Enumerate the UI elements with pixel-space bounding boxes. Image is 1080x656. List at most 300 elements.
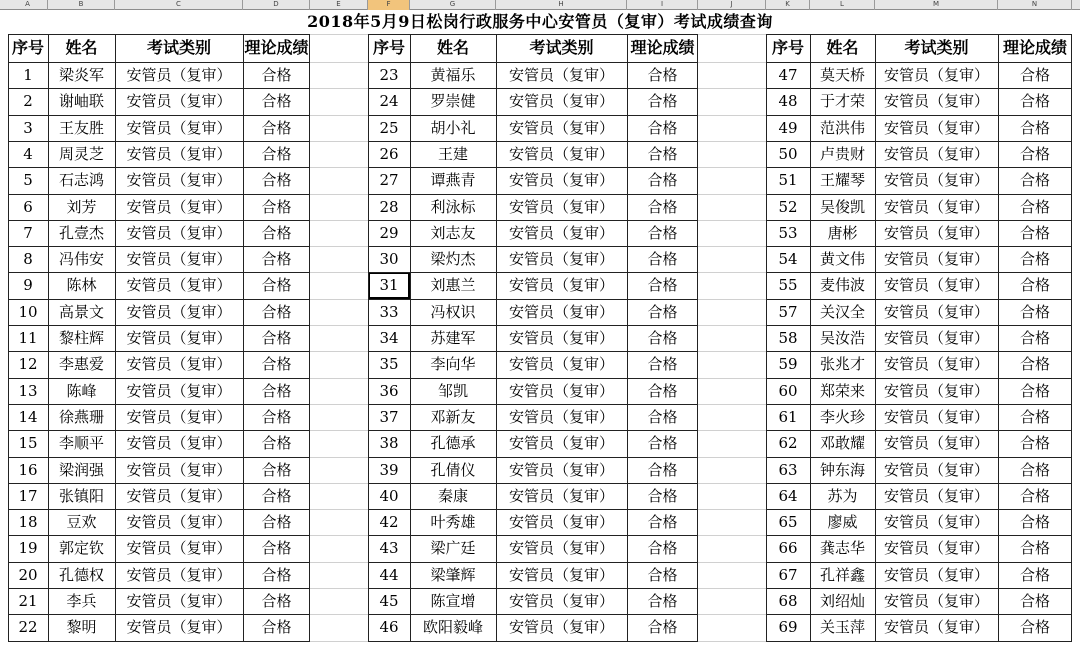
- table-border: [368, 483, 698, 484]
- cell-category[interactable]: 安管员（复审）: [508, 250, 614, 269]
- cell-name[interactable]: 范洪伟: [819, 118, 865, 137]
- sheet-title: 2018年5月9日松岗行政服务中心安管员（复审）考试成绩查询: [307, 12, 773, 31]
- cell-score[interactable]: 合格: [647, 92, 678, 111]
- column-letter-c[interactable]: C: [115, 0, 243, 10]
- cell-seq[interactable]: 47: [778, 66, 798, 84]
- cell-name[interactable]: 梁肇辉: [430, 565, 476, 584]
- cell-seq[interactable]: 15: [18, 434, 38, 453]
- cell-score[interactable]: 合格: [1019, 513, 1050, 532]
- column-letter-f[interactable]: F: [368, 0, 410, 10]
- cell-score[interactable]: 合格: [647, 381, 678, 400]
- cell-name[interactable]: 秦康: [437, 486, 468, 505]
- cell-category[interactable]: 安管员（复审）: [883, 250, 989, 269]
- cell-score[interactable]: 合格: [647, 144, 678, 163]
- cell-seq[interactable]: 45: [379, 592, 399, 610]
- cell-category[interactable]: 安管员（复审）: [508, 592, 614, 610]
- cell-seq[interactable]: 19: [18, 539, 38, 558]
- cell-category[interactable]: 安管员（复审）: [883, 223, 989, 242]
- column-letter-l[interactable]: L: [810, 0, 875, 10]
- cell-category[interactable]: 安管员（复审）: [508, 618, 614, 637]
- cell-score[interactable]: 合格: [647, 539, 678, 558]
- cell-score[interactable]: 合格: [1019, 381, 1050, 400]
- column-letter-m[interactable]: M: [875, 0, 998, 10]
- cell-category[interactable]: 安管员（复审）: [883, 618, 989, 637]
- cell-seq[interactable]: 36: [379, 381, 399, 400]
- cell-seq[interactable]: 51: [778, 171, 798, 190]
- cell-seq[interactable]: 1: [23, 66, 33, 84]
- cell-score[interactable]: 合格: [1019, 276, 1050, 295]
- cell-seq[interactable]: 62: [778, 434, 798, 453]
- cell-seq[interactable]: 3: [23, 118, 33, 137]
- cell-score[interactable]: 合格: [261, 355, 292, 374]
- cell-score[interactable]: 合格: [1019, 460, 1050, 479]
- cell-score[interactable]: 合格: [1019, 355, 1050, 374]
- cell-score[interactable]: 合格: [1019, 434, 1050, 453]
- cell-category[interactable]: 安管员（复审）: [883, 539, 989, 558]
- cell-seq[interactable]: 8: [23, 250, 33, 269]
- cell-seq[interactable]: 37: [379, 407, 399, 426]
- cell-category[interactable]: 安管员（复审）: [126, 197, 232, 216]
- gridline: [310, 272, 368, 273]
- cell-seq[interactable]: 21: [18, 592, 38, 610]
- cell-score[interactable]: 合格: [1019, 592, 1050, 610]
- cell-category[interactable]: 安管员（复审）: [883, 592, 989, 610]
- table-border: [697, 34, 698, 641]
- cell-score[interactable]: 合格: [647, 460, 678, 479]
- cell-score[interactable]: 合格: [261, 513, 292, 532]
- cell-score[interactable]: 合格: [261, 329, 292, 347]
- column-letter-j[interactable]: J: [698, 0, 766, 10]
- cell-score[interactable]: 合格: [1019, 197, 1050, 216]
- cell-score[interactable]: 合格: [1019, 302, 1050, 321]
- cell-seq[interactable]: 65: [778, 513, 798, 532]
- cell-name[interactable]: 吴俊凯: [819, 197, 865, 216]
- cell-category[interactable]: 安管员（复审）: [508, 302, 614, 321]
- cell-category[interactable]: 安管员（复审）: [508, 434, 614, 453]
- table-border: [368, 88, 698, 89]
- cell-name[interactable]: 李惠爱: [58, 355, 104, 374]
- cell-score[interactable]: 合格: [1019, 223, 1050, 242]
- cell-category[interactable]: 安管员（复审）: [126, 513, 232, 532]
- cell-name[interactable]: 梁润强: [58, 460, 104, 479]
- cell-name[interactable]: 苏为: [827, 486, 858, 505]
- cell-seq[interactable]: 50: [778, 144, 798, 163]
- cell-seq[interactable]: 20: [18, 565, 38, 584]
- cell-category[interactable]: 安管员（复审）: [126, 171, 232, 190]
- cell-seq[interactable]: 5: [23, 171, 33, 190]
- cell-score[interactable]: 合格: [261, 460, 292, 479]
- cell-name[interactable]: 李向华: [430, 355, 476, 374]
- cell-name[interactable]: 陈峰: [66, 381, 97, 400]
- cell-category[interactable]: 安管员（复审）: [883, 486, 989, 505]
- gridline: [698, 141, 766, 142]
- table-border: [368, 220, 698, 221]
- cell-category[interactable]: 安管员（复审）: [883, 171, 989, 190]
- cell-name[interactable]: 梁炎军: [58, 66, 104, 84]
- cell-score[interactable]: 合格: [647, 197, 678, 216]
- cell-seq[interactable]: 67: [778, 565, 798, 584]
- cell-name[interactable]: 张镇阳: [58, 486, 104, 505]
- cell-category[interactable]: 安管员（复审）: [126, 276, 232, 295]
- cell-score[interactable]: 合格: [261, 618, 292, 637]
- cell-category[interactable]: 安管员（复审）: [126, 565, 232, 584]
- cell-seq[interactable]: 35: [379, 355, 399, 374]
- cell-seq[interactable]: 31: [368, 272, 410, 298]
- column-letter-n[interactable]: N: [998, 0, 1072, 10]
- column-letter-h[interactable]: H: [496, 0, 627, 10]
- cell-score[interactable]: 合格: [647, 302, 678, 321]
- cell-name[interactable]: 廖威: [827, 513, 858, 532]
- cell-name[interactable]: 利泳标: [430, 197, 476, 216]
- gridline: [698, 404, 766, 405]
- cell-score[interactable]: 合格: [647, 171, 678, 190]
- cell-name[interactable]: 李兵: [66, 592, 97, 610]
- cell-category[interactable]: 安管员（复审）: [883, 92, 989, 111]
- cell-score[interactable]: 合格: [261, 434, 292, 453]
- cell-seq[interactable]: 13: [18, 381, 38, 400]
- cell-seq[interactable]: 24: [379, 92, 399, 111]
- column-letter-b[interactable]: B: [48, 0, 115, 10]
- cell-category[interactable]: 安管员（复审）: [508, 197, 614, 216]
- cell-name[interactable]: 徐燕珊: [58, 407, 104, 426]
- cell-category[interactable]: 安管员（复审）: [126, 355, 232, 374]
- cell-seq[interactable]: 48: [778, 92, 798, 111]
- cell-category[interactable]: 安管员（复审）: [508, 539, 614, 558]
- cell-category[interactable]: 安管员（复审）: [126, 144, 232, 163]
- cell-category[interactable]: 安管员（复审）: [883, 118, 989, 137]
- cell-score[interactable]: 合格: [1019, 539, 1050, 558]
- cell-name[interactable]: 郑荣来: [819, 381, 865, 400]
- cell-seq[interactable]: 68: [778, 592, 798, 610]
- cell-category[interactable]: 安管员（复审）: [508, 171, 614, 190]
- cell-category[interactable]: 安管员（复审）: [508, 355, 614, 374]
- cell-seq[interactable]: 53: [778, 223, 798, 242]
- cell-score[interactable]: 合格: [1019, 250, 1050, 269]
- cell-seq[interactable]: 6: [23, 197, 33, 216]
- cell-seq[interactable]: 58: [778, 329, 798, 347]
- cell-category[interactable]: 安管员（复审）: [126, 434, 232, 453]
- cell-name[interactable]: 关玉萍: [819, 618, 865, 637]
- cell-name[interactable]: 钟东海: [819, 460, 865, 479]
- gridline: [698, 194, 766, 195]
- cell-name[interactable]: 欧阳毅峰: [422, 618, 483, 637]
- cell-category[interactable]: 安管员（复审）: [508, 565, 614, 584]
- cell-score[interactable]: 合格: [647, 355, 678, 374]
- cell-name[interactable]: 黄文伟: [819, 250, 865, 269]
- column-letter-k[interactable]: K: [766, 0, 810, 10]
- cell-seq[interactable]: 39: [379, 460, 399, 479]
- cell-name[interactable]: 邓新友: [430, 407, 476, 426]
- cell-category[interactable]: 安管员（复审）: [883, 381, 989, 400]
- cell-score[interactable]: 合格: [261, 565, 292, 584]
- cell-score[interactable]: 合格: [1019, 171, 1050, 190]
- cell-score[interactable]: 合格: [647, 118, 678, 137]
- cell-score[interactable]: 合格: [261, 381, 292, 400]
- cell-category[interactable]: 安管员（复审）: [126, 66, 232, 84]
- cell-score[interactable]: 合格: [647, 434, 678, 453]
- cell-category[interactable]: 安管员（复审）: [126, 539, 232, 558]
- cell-score[interactable]: 合格: [261, 486, 292, 505]
- cell-name[interactable]: 王建: [437, 144, 468, 163]
- cell-name[interactable]: 张兆才: [819, 355, 865, 374]
- cell-score[interactable]: 合格: [261, 407, 292, 426]
- cell-category[interactable]: 安管员（复审）: [126, 92, 232, 111]
- cell-score[interactable]: 合格: [647, 407, 678, 426]
- cell-category[interactable]: 安管员（复审）: [508, 381, 614, 400]
- cell-score[interactable]: 合格: [1019, 618, 1050, 637]
- cell-category[interactable]: 安管员（复审）: [126, 329, 232, 347]
- cell-category[interactable]: 安管员（复审）: [126, 381, 232, 400]
- cell-seq[interactable]: 11: [18, 329, 38, 347]
- cell-name[interactable]: 胡小礼: [430, 118, 476, 137]
- cell-name[interactable]: 陈林: [66, 276, 97, 295]
- table-border: [766, 194, 1072, 195]
- cell-seq[interactable]: 49: [778, 118, 798, 137]
- cell-score[interactable]: 合格: [647, 513, 678, 532]
- cell-score[interactable]: 合格: [261, 276, 292, 295]
- cell-score[interactable]: 合格: [647, 486, 678, 505]
- cell-seq[interactable]: 64: [778, 486, 798, 505]
- column-letter-a[interactable]: A: [8, 0, 48, 10]
- cell-name[interactable]: 关汉全: [819, 302, 865, 321]
- cell-category[interactable]: 安管员（复审）: [126, 223, 232, 242]
- cell-score[interactable]: 合格: [1019, 118, 1050, 137]
- cell-score[interactable]: 合格: [647, 565, 678, 584]
- cell-score[interactable]: 合格: [1019, 486, 1050, 505]
- cell-score[interactable]: 合格: [647, 329, 678, 347]
- cell-category[interactable]: 安管员（复审）: [126, 407, 232, 426]
- cell-seq[interactable]: 12: [18, 355, 38, 374]
- cell-seq[interactable]: 16: [18, 460, 38, 479]
- cell-name[interactable]: 王耀琴: [819, 171, 865, 190]
- cell-seq[interactable]: 59: [778, 355, 798, 374]
- cell-name[interactable]: 孔德权: [58, 565, 104, 584]
- cell-category[interactable]: 安管员（复审）: [883, 513, 989, 532]
- cell-seq[interactable]: 23: [379, 66, 399, 84]
- cell-seq[interactable]: 69: [778, 618, 798, 637]
- cell-name[interactable]: 麦伟波: [819, 276, 865, 295]
- cell-category[interactable]: 安管员（复审）: [508, 223, 614, 242]
- gridline: [310, 141, 368, 142]
- cell-name[interactable]: 谢岫联: [58, 92, 104, 111]
- cell-score[interactable]: 合格: [1019, 66, 1050, 84]
- cell-seq[interactable]: 14: [18, 407, 38, 426]
- column-letter-e[interactable]: E: [310, 0, 368, 10]
- cell-name[interactable]: 黄福乐: [430, 66, 476, 84]
- cell-seq[interactable]: 38: [379, 434, 399, 453]
- cell-seq[interactable]: 63: [778, 460, 798, 479]
- gridline: [698, 378, 766, 379]
- gridline: [698, 325, 766, 326]
- cell-seq[interactable]: 2: [23, 92, 33, 111]
- cell-category[interactable]: 安管员（复审）: [126, 486, 232, 505]
- cell-name[interactable]: 李顺平: [58, 434, 104, 453]
- cell-category[interactable]: 安管员（复审）: [508, 144, 614, 163]
- cell-name[interactable]: 刘志友: [430, 223, 476, 242]
- cell-score[interactable]: 合格: [261, 592, 292, 610]
- table-border: [1071, 34, 1072, 641]
- cell-seq[interactable]: 10: [18, 302, 38, 321]
- cell-score[interactable]: 合格: [1019, 407, 1050, 426]
- cell-score[interactable]: 合格: [261, 92, 292, 111]
- cell-category[interactable]: 安管员（复审）: [883, 197, 989, 216]
- cell-category[interactable]: 安管员（复审）: [883, 276, 989, 295]
- cell-score[interactable]: 合格: [261, 223, 292, 242]
- cell-score[interactable]: 合格: [647, 223, 678, 242]
- cell-name[interactable]: 梁广廷: [430, 539, 476, 558]
- cell-category[interactable]: 安管员（复审）: [883, 460, 989, 479]
- cell-seq[interactable]: 25: [379, 118, 399, 137]
- cell-seq[interactable]: 42: [379, 513, 399, 532]
- cell-category[interactable]: 安管员（复审）: [126, 618, 232, 637]
- cell-category[interactable]: 安管员（复审）: [508, 460, 614, 479]
- cell-category[interactable]: 安管员（复审）: [508, 118, 614, 137]
- cell-seq[interactable]: 7: [23, 223, 33, 242]
- cell-category[interactable]: 安管员（复审）: [126, 250, 232, 269]
- cell-seq[interactable]: 4: [23, 144, 33, 163]
- cell-name[interactable]: 莫天桥: [819, 66, 865, 84]
- cell-category[interactable]: 安管员（复审）: [883, 407, 989, 426]
- cell-name[interactable]: 郭定钦: [58, 539, 104, 558]
- cell-score[interactable]: 合格: [261, 171, 292, 190]
- cell-category[interactable]: 安管员（复审）: [883, 565, 989, 584]
- cell-seq[interactable]: 29: [379, 223, 399, 242]
- table-border: [368, 272, 698, 273]
- cell-score[interactable]: 合格: [261, 118, 292, 137]
- cell-category[interactable]: 安管员（复审）: [883, 302, 989, 321]
- cell-score[interactable]: 合格: [1019, 92, 1050, 111]
- cell-seq[interactable]: 52: [778, 197, 798, 216]
- cell-score[interactable]: 合格: [1019, 329, 1050, 347]
- cell-name[interactable]: 梁灼杰: [430, 250, 476, 269]
- table-border: [8, 562, 310, 563]
- cell-name[interactable]: 石志鸿: [58, 171, 104, 190]
- cell-name[interactable]: 罗崇健: [430, 92, 476, 111]
- cell-seq[interactable]: 18: [18, 513, 38, 532]
- cell-seq[interactable]: 60: [778, 381, 798, 400]
- cell-name[interactable]: 刘绍灿: [819, 592, 865, 610]
- cell-category[interactable]: 安管员（复审）: [508, 407, 614, 426]
- cell-seq[interactable]: 28: [379, 197, 399, 216]
- table-border: [766, 88, 1072, 89]
- cell-category[interactable]: 安管员（复审）: [883, 434, 989, 453]
- cell-score[interactable]: 合格: [261, 66, 292, 84]
- cell-name[interactable]: 刘芳: [66, 197, 97, 216]
- cell-score[interactable]: 合格: [647, 618, 678, 637]
- cell-name[interactable]: 孔壹杰: [58, 223, 104, 242]
- cell-category[interactable]: 安管员（复审）: [508, 92, 614, 111]
- cell-seq[interactable]: 55: [778, 276, 798, 295]
- cell-seq[interactable]: 61: [778, 407, 798, 426]
- cell-name[interactable]: 孔德承: [430, 434, 476, 453]
- cell-name[interactable]: 黎柱辉: [58, 329, 104, 347]
- cell-name[interactable]: 陈宣增: [430, 592, 476, 610]
- cell-seq[interactable]: 46: [379, 618, 399, 637]
- cell-name[interactable]: 黎明: [66, 618, 97, 637]
- table-border: [766, 246, 1072, 247]
- cell-category[interactable]: 安管员（复审）: [508, 329, 614, 347]
- cell-score[interactable]: 合格: [261, 539, 292, 558]
- cell-category[interactable]: 安管员（复审）: [508, 513, 614, 532]
- cell-name[interactable]: 邹凯: [437, 381, 468, 400]
- cell-seq[interactable]: 26: [379, 144, 399, 163]
- cell-score[interactable]: 合格: [261, 197, 292, 216]
- cell-score[interactable]: 合格: [647, 250, 678, 269]
- gridline: [310, 378, 368, 379]
- cell-category[interactable]: 安管员（复审）: [508, 276, 614, 295]
- cell-score[interactable]: 合格: [261, 302, 292, 321]
- cell-seq[interactable]: 40: [379, 486, 399, 505]
- cell-score[interactable]: 合格: [647, 66, 678, 84]
- cell-category[interactable]: 安管员（复审）: [883, 329, 989, 347]
- cell-name[interactable]: 孔祥鑫: [819, 565, 865, 584]
- cell-category[interactable]: 安管员（复审）: [126, 460, 232, 479]
- cell-category[interactable]: 安管员（复审）: [126, 592, 232, 610]
- cell-seq[interactable]: 54: [778, 250, 798, 269]
- table-border: [766, 430, 1072, 431]
- cell-seq[interactable]: 66: [778, 539, 798, 558]
- cell-name[interactable]: 吴汝浩: [819, 329, 865, 347]
- cell-category[interactable]: 安管员（复审）: [126, 302, 232, 321]
- cell-score[interactable]: 合格: [261, 144, 292, 163]
- table-border: [8, 220, 310, 221]
- cell-seq[interactable]: 34: [379, 329, 399, 347]
- cell-seq[interactable]: 43: [379, 539, 399, 558]
- cell-seq[interactable]: 22: [18, 618, 38, 637]
- column-letter-i[interactable]: I: [627, 0, 698, 10]
- cell-score[interactable]: 合格: [647, 276, 678, 295]
- cell-score[interactable]: 合格: [1019, 144, 1050, 163]
- cell-name[interactable]: 龚志华: [819, 539, 865, 558]
- cell-category[interactable]: 安管员（复审）: [126, 118, 232, 137]
- cell-score[interactable]: 合格: [647, 592, 678, 610]
- table-border: [115, 34, 116, 641]
- cell-seq[interactable]: 57: [778, 302, 798, 321]
- column-letter-d[interactable]: D: [243, 0, 310, 10]
- cell-seq[interactable]: 9: [23, 276, 33, 295]
- cell-category[interactable]: 安管员（复审）: [508, 486, 614, 505]
- column-letter-g[interactable]: G: [410, 0, 496, 10]
- cell-name[interactable]: 王友胜: [58, 118, 104, 137]
- cell-name[interactable]: 唐彬: [827, 223, 858, 242]
- cell-name[interactable]: 孔倩仪: [430, 460, 476, 479]
- cell-seq[interactable]: 33: [379, 302, 399, 321]
- cell-name[interactable]: 于才荣: [819, 92, 865, 111]
- cell-seq[interactable]: 30: [379, 250, 399, 269]
- cell-name[interactable]: 高景文: [58, 302, 104, 321]
- cell-name[interactable]: 周灵芝: [58, 144, 104, 163]
- cell-seq[interactable]: 27: [379, 171, 399, 190]
- cell-category[interactable]: 安管员（复审）: [508, 66, 614, 84]
- cell-score[interactable]: 合格: [1019, 565, 1050, 584]
- cell-category[interactable]: 安管员（复审）: [883, 355, 989, 374]
- cell-seq[interactable]: 17: [18, 486, 38, 505]
- cell-category[interactable]: 安管员（复审）: [883, 144, 989, 163]
- cell-name[interactable]: 李火珍: [819, 407, 865, 426]
- cell-name[interactable]: 冯伟安: [58, 250, 104, 269]
- cell-name[interactable]: 卢贵财: [819, 144, 865, 163]
- cell-name[interactable]: 叶秀雄: [430, 513, 476, 532]
- cell-name[interactable]: 刘惠兰: [430, 276, 476, 295]
- cell-name[interactable]: 苏建军: [430, 329, 476, 347]
- cell-category[interactable]: 安管员（复审）: [883, 66, 989, 84]
- cell-name[interactable]: 谭燕青: [430, 171, 476, 190]
- cell-name[interactable]: 邓敢耀: [819, 434, 865, 453]
- cell-name[interactable]: 冯权识: [430, 302, 476, 321]
- cell-score[interactable]: 合格: [261, 250, 292, 269]
- cell-name[interactable]: 豆欢: [66, 513, 97, 532]
- cell-seq[interactable]: 44: [379, 565, 399, 584]
